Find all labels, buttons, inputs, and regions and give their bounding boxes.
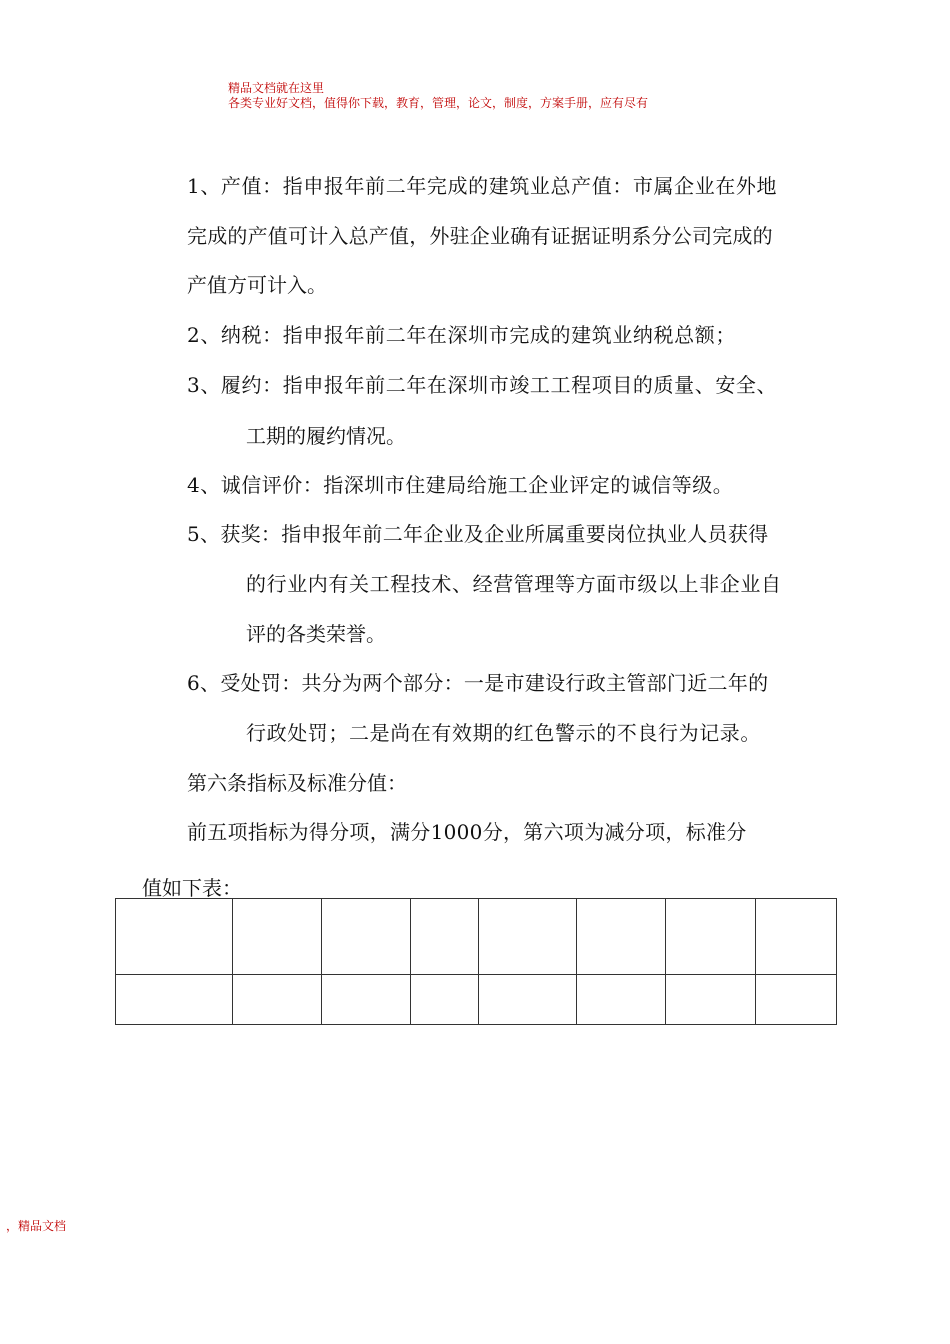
table-cell xyxy=(756,975,837,1025)
table-cell xyxy=(756,899,837,975)
article-6-text-line-1: 前五项指标为得分项，满分1000分，第六项为减分项，标准分 xyxy=(187,820,747,844)
table-cell xyxy=(577,975,666,1025)
item-3-line-2: 工期的履约情况。 xyxy=(246,424,406,448)
table-cell xyxy=(577,899,666,975)
table-row xyxy=(116,975,837,1025)
table-cell xyxy=(116,899,233,975)
item-6-line-1: 6、受处罚：共分为两个部分：一是市建设行政主管部门近二年的 xyxy=(187,671,769,695)
item-4-line-1: 4、诚信评价：指深圳市住建局给施工企业评定的诚信等级。 xyxy=(187,473,734,497)
table-cell xyxy=(666,899,756,975)
table-cell xyxy=(322,899,411,975)
table-cell xyxy=(322,975,411,1025)
item-1-line-3: 产值方可计入。 xyxy=(187,273,327,297)
item-6-line-2: 行政处罚；二是尚在有效期的红色警示的不良行为记录。 xyxy=(246,721,761,745)
table-cell xyxy=(233,899,322,975)
item-5-line-2: 的行业内有关工程技术、经营管理等方面市级以上非企业自 xyxy=(246,572,782,596)
table-cell xyxy=(411,899,479,975)
table-cell xyxy=(666,975,756,1025)
item-3-line-1: 3、履约：指申报年前二年在深圳市竣工工程项目的质量、安全、 xyxy=(187,373,778,397)
item-1-line-2: 完成的产值可计入总产值，外驻企业确有证据证明系分公司完成的 xyxy=(187,224,773,248)
table-cell xyxy=(479,975,577,1025)
footer-watermark: ，精品文档 xyxy=(6,1219,67,1233)
item-1-line-1: 1、产值：指申报年前二年完成的建筑业总产值：市属企业在外地 xyxy=(187,174,778,198)
table-cell xyxy=(479,899,577,975)
article-6-heading: 第六条指标及标准分值： xyxy=(187,771,407,795)
table-cell xyxy=(233,975,322,1025)
header-line-1: 精品文档就在这里 xyxy=(228,81,325,95)
header-line-2: 各类专业好文档，值得你下载，教育，管理，论文，制度，方案手册，应有尽有 xyxy=(228,96,649,110)
table-row xyxy=(116,899,837,975)
item-2-line-1: 2、纳税：指申报年前二年在深圳市完成的建筑业纳税总额； xyxy=(187,323,736,347)
table-cell xyxy=(411,975,479,1025)
table-cell xyxy=(116,975,233,1025)
item-5-line-3: 评的各类荣誉。 xyxy=(246,622,386,646)
article-6-text-line-2: 值如下表： xyxy=(142,876,242,900)
item-5-line-1: 5、获奖：指申报年前二年企业及企业所属重要岗位执业人员获得 xyxy=(187,522,769,546)
score-table xyxy=(115,898,837,1025)
